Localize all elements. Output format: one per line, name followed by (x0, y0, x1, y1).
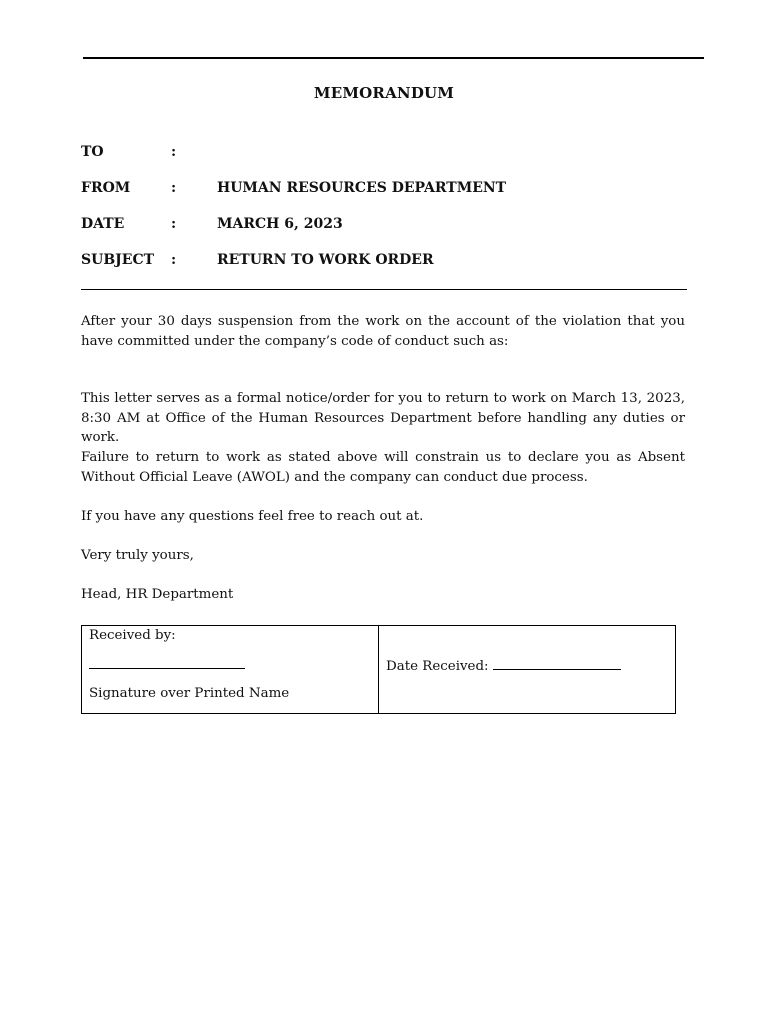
signature-caption: Signature over Printed Name (89, 686, 290, 701)
subject-value: RETURN TO WORK ORDER (217, 252, 434, 268)
date-received-field (386, 657, 621, 674)
received-by-cell (82, 626, 379, 713)
date-label: DATE (81, 216, 125, 232)
from-label: FROM (81, 180, 131, 196)
date-received-cell (379, 626, 675, 713)
subject-colon: : (171, 252, 177, 268)
date-received-blank-line (493, 657, 621, 670)
top-rule (83, 57, 704, 59)
received-by-label: Received by: (89, 628, 176, 643)
date-value: MARCH 6, 2023 (217, 216, 343, 232)
body-paragraph-awol-warning: Failure to return to work as stated above will constrain us to declare you as Absent Without Official Leave (AWOL) and the company can conduct due process. (81, 450, 685, 485)
body-paragraph-return-notice: This letter serves as a formal notice/order for you to return to work on March 13, 2023, 8:30 AM at Office of the Human Resources Department before handling any duties or work. (81, 391, 685, 445)
date-colon: : (171, 216, 177, 232)
subject-label: SUBJECT (81, 252, 155, 268)
body-paragraph-questions: If you have any questions feel free to reach out at. (81, 509, 424, 524)
signatory-title: Head, HR Department (81, 587, 234, 602)
date-received-label: Date Received: (386, 659, 489, 674)
memo-title: MEMORANDUM (313, 84, 455, 102)
signature-blank-line (89, 668, 245, 669)
body-paragraph-suspension: After your 30 days suspension from the work on the account of the violation that you have committed under the company’s code of conduct such as: (81, 314, 685, 349)
closing-salutation: Very truly yours, (81, 548, 194, 563)
to-colon: : (171, 144, 177, 160)
to-label: TO (81, 144, 104, 160)
from-colon: : (171, 180, 177, 196)
from-value: HUMAN RESOURCES DEPARTMENT (217, 180, 507, 196)
acknowledgement-table (81, 625, 676, 714)
header-divider (81, 289, 687, 290)
